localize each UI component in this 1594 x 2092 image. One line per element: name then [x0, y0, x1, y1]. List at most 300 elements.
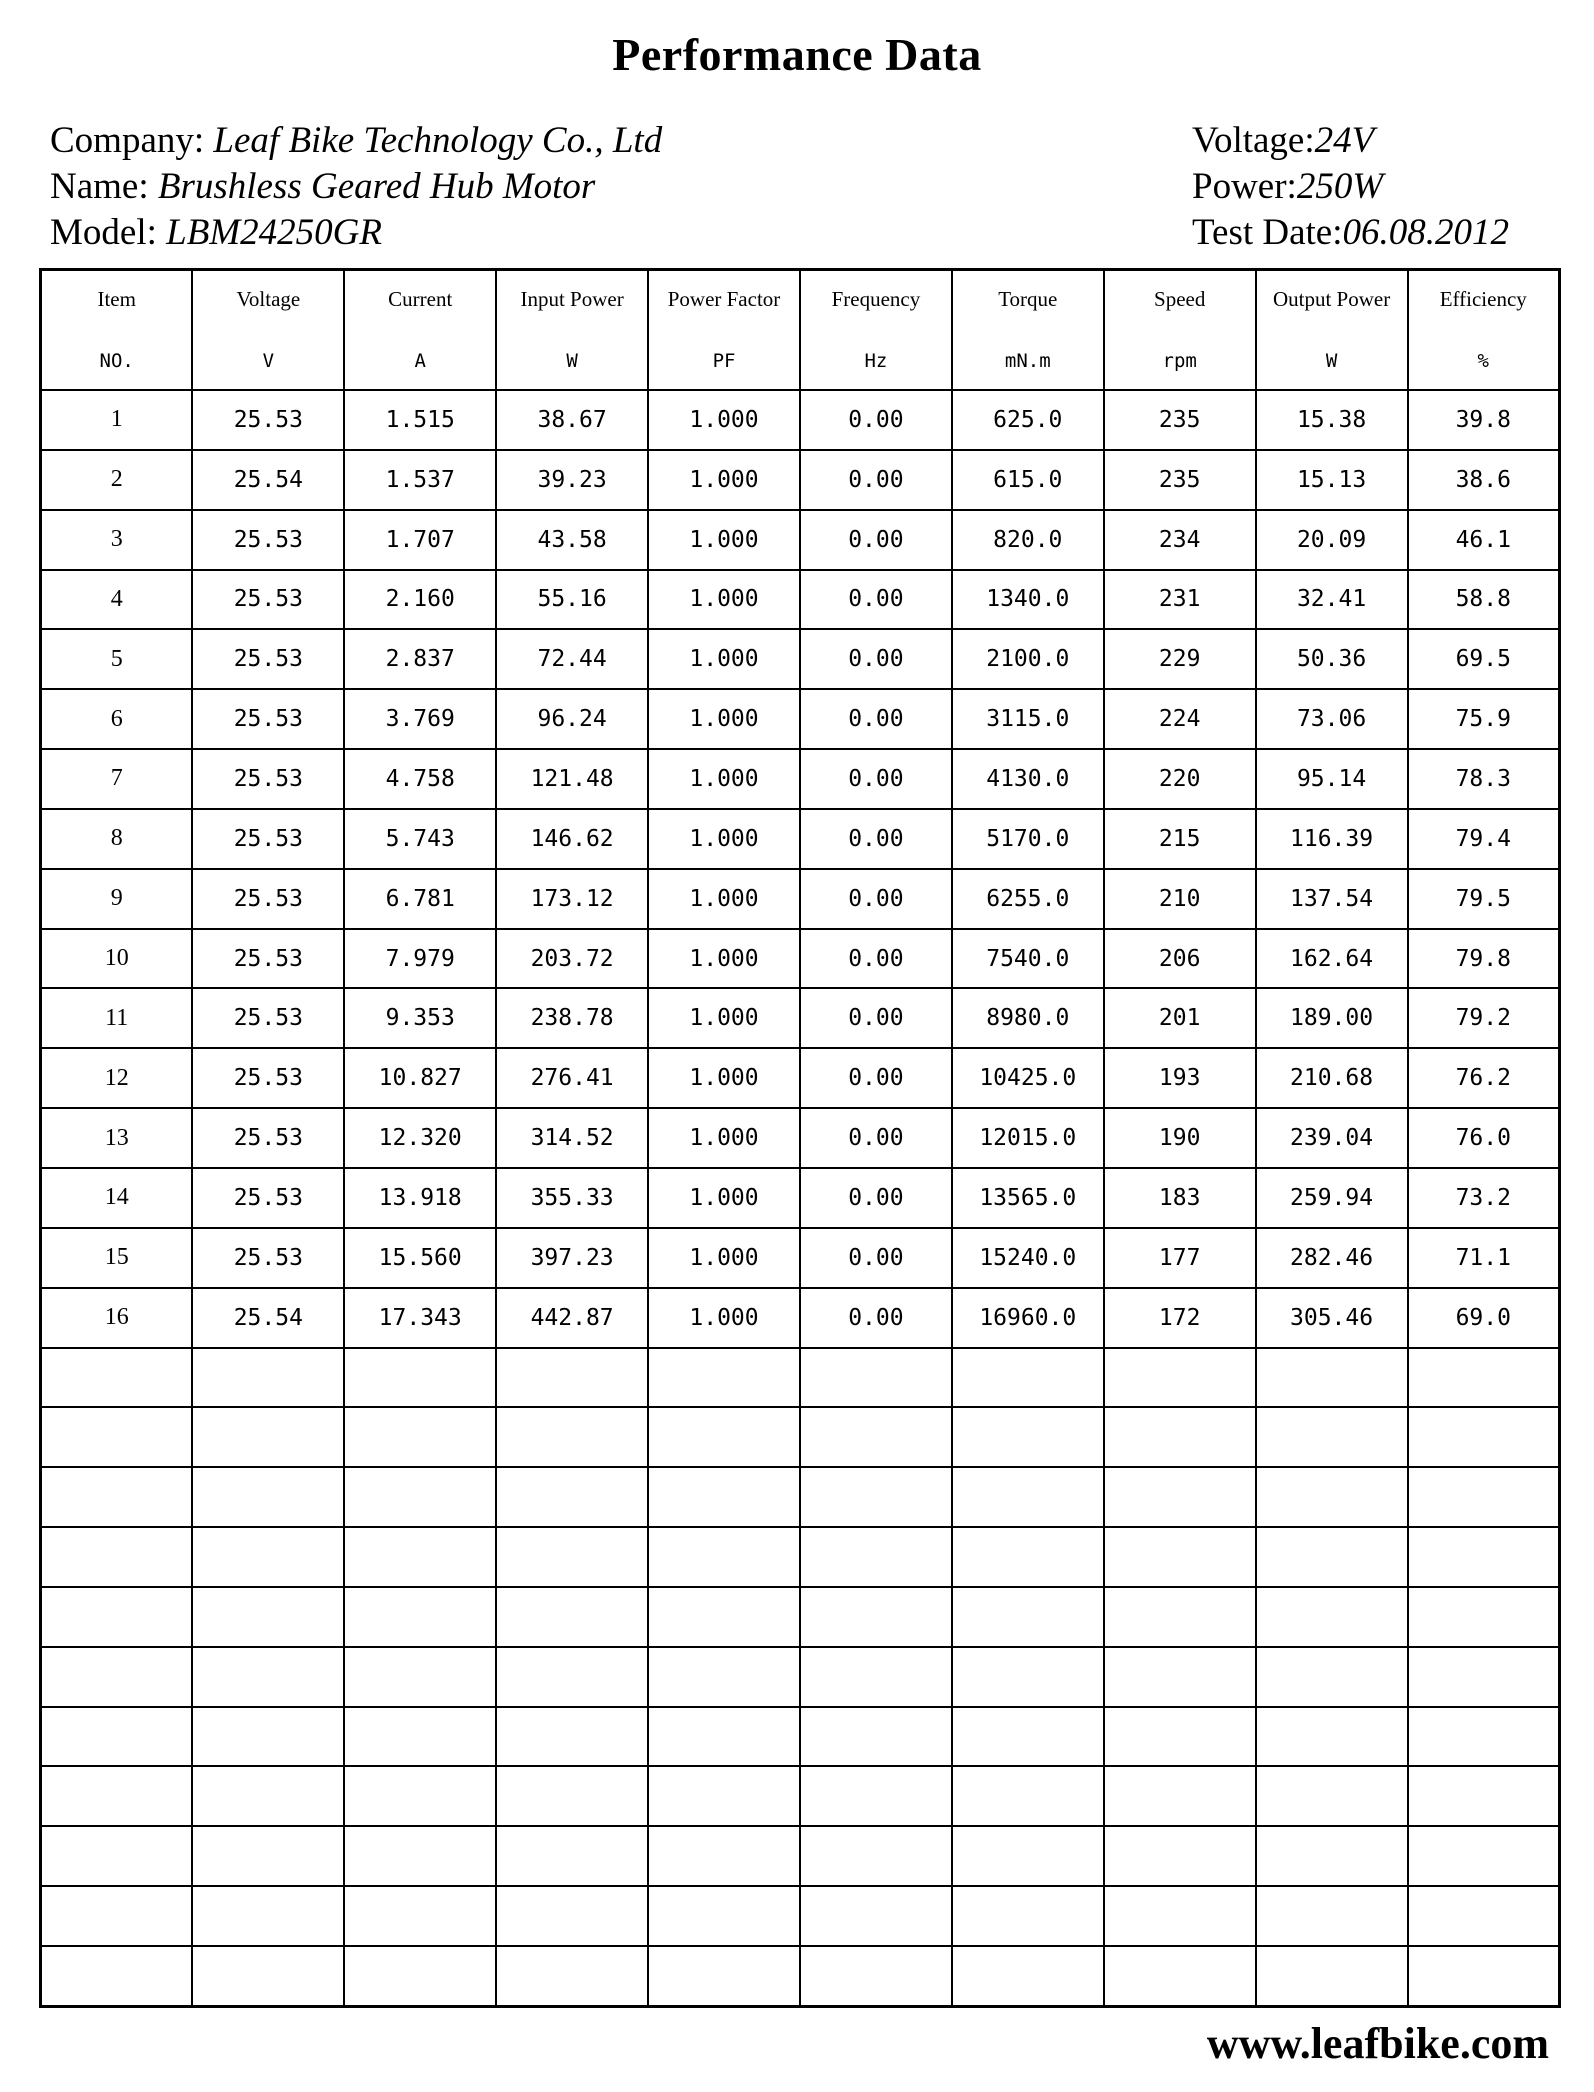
table-cell [496, 1886, 648, 1946]
table-cell [1408, 1707, 1560, 1767]
table-cell [800, 1467, 952, 1527]
table-cell: 39.8 [1408, 390, 1560, 450]
table-cell: 76.0 [1408, 1108, 1560, 1168]
table-cell [800, 1766, 952, 1826]
table-cell [192, 1587, 344, 1647]
table-cell [952, 1348, 1104, 1408]
table-cell: 0.00 [800, 390, 952, 450]
table-cell: 9.353 [344, 988, 496, 1048]
table-cell: 235 [1104, 390, 1256, 450]
table-row [41, 1826, 1560, 1886]
table-cell: 6.781 [344, 869, 496, 929]
header-cell [1256, 270, 1408, 391]
table-cell: 2 [41, 450, 193, 510]
header-cell [192, 270, 344, 391]
table-cell: 1.000 [648, 390, 800, 450]
header-unit: NO. [99, 350, 134, 372]
name-label: Name: [50, 166, 158, 207]
table-cell: 58.8 [1408, 570, 1560, 630]
table-cell: 7.979 [344, 929, 496, 989]
table-cell [1104, 1587, 1256, 1647]
table-cell [648, 1467, 800, 1527]
table-cell: 276.41 [496, 1048, 648, 1108]
header-cell [1104, 270, 1256, 391]
table-cell: 79.2 [1408, 988, 1560, 1048]
table-cell [952, 1587, 1104, 1647]
table-cell [496, 1467, 648, 1527]
name-value: Brushless Geared Hub Motor [157, 166, 596, 207]
table-cell [1104, 1527, 1256, 1587]
table-cell: 15.38 [1256, 390, 1408, 450]
table-cell: 12 [41, 1048, 193, 1108]
table-cell: 11 [41, 988, 193, 1048]
table-cell [1408, 1407, 1560, 1467]
table-cell [192, 1826, 344, 1886]
table-cell: 25.53 [192, 510, 344, 570]
table-cell: 12015.0 [952, 1108, 1104, 1168]
table-cell: 7540.0 [952, 929, 1104, 989]
table-cell: 0.00 [800, 450, 952, 510]
table-cell: 78.3 [1408, 749, 1560, 809]
table-cell [344, 1527, 496, 1587]
table-cell: 8980.0 [952, 988, 1104, 1048]
table-cell: 314.52 [496, 1108, 648, 1168]
table-cell [1408, 1348, 1560, 1408]
table-row [41, 749, 1560, 809]
table-cell: 79.4 [1408, 809, 1560, 869]
table-cell [1256, 1826, 1408, 1886]
header-cell [344, 270, 496, 391]
table-cell: 79.8 [1408, 929, 1560, 989]
power-line [1192, 164, 1509, 210]
table-cell [1256, 1348, 1408, 1408]
header-unit: rpm [1162, 350, 1197, 372]
table-cell [800, 1886, 952, 1946]
table-cell: 1.000 [648, 988, 800, 1048]
table-cell [344, 1946, 496, 2007]
table-cell [952, 1467, 1104, 1527]
table-cell [41, 1348, 193, 1408]
date-label: Test Date: [1192, 212, 1343, 253]
table-cell: 0.00 [800, 988, 952, 1048]
table-cell: 25.53 [192, 1228, 344, 1288]
table-cell [800, 1527, 952, 1587]
table-cell [1408, 1886, 1560, 1946]
table-cell: 25.53 [192, 570, 344, 630]
table-cell [952, 1707, 1104, 1767]
table-cell: 76.2 [1408, 1048, 1560, 1108]
table-cell: 0.00 [800, 689, 952, 749]
table-cell: 25.53 [192, 749, 344, 809]
table-cell: 25.54 [192, 1288, 344, 1348]
table-cell: 0.00 [800, 749, 952, 809]
table-cell [1408, 1826, 1560, 1886]
table-cell: 72.44 [496, 629, 648, 689]
table-cell: 3115.0 [952, 689, 1104, 749]
table-cell: 7 [41, 749, 193, 809]
table-cell [1256, 1766, 1408, 1826]
table-cell: 215 [1104, 809, 1256, 869]
table-cell: 193 [1104, 1048, 1256, 1108]
table-cell: 210.68 [1256, 1048, 1408, 1108]
table-cell [496, 1707, 648, 1767]
table-cell: 121.48 [496, 749, 648, 809]
table-cell: 25.53 [192, 929, 344, 989]
table-row [41, 869, 1560, 929]
table-cell: 1.000 [648, 869, 800, 929]
table-cell: 46.1 [1408, 510, 1560, 570]
table-cell [1408, 1527, 1560, 1587]
header-cell [648, 270, 800, 391]
table-cell [192, 1348, 344, 1408]
table-cell: 15.13 [1256, 450, 1408, 510]
table-cell: 820.0 [952, 510, 1104, 570]
table-cell [648, 1826, 800, 1886]
table-cell [952, 1946, 1104, 2007]
table-cell: 55.16 [496, 570, 648, 630]
table-cell: 239.04 [1256, 1108, 1408, 1168]
voltage-line [1192, 118, 1509, 164]
table-cell: 0.00 [800, 570, 952, 630]
table-cell: 43.58 [496, 510, 648, 570]
table-row [41, 929, 1560, 989]
header-label: Input Power [520, 287, 624, 311]
company-value: Leaf Bike Technology Co., Ltd [213, 120, 663, 161]
header-label: Frequency [831, 287, 921, 311]
table-cell: 1.000 [648, 629, 800, 689]
voltage-value: 24V [1314, 120, 1375, 161]
table-cell: 116.39 [1256, 809, 1408, 869]
table-cell [648, 1348, 800, 1408]
table-cell: 1.000 [648, 1048, 800, 1108]
header-label: Efficiency [1439, 287, 1527, 311]
table-cell [800, 1826, 952, 1886]
table-cell [192, 1886, 344, 1946]
table-cell [41, 1826, 193, 1886]
table-cell: 442.87 [496, 1288, 648, 1348]
table-cell: 10 [41, 929, 193, 989]
table-row [41, 1587, 1560, 1647]
test-info [1192, 118, 1509, 256]
table-row [41, 988, 1560, 1048]
table-cell: 1.000 [648, 929, 800, 989]
table-cell [41, 1587, 193, 1647]
table-cell [1104, 1647, 1256, 1707]
table-cell: 224 [1104, 689, 1256, 749]
table-cell: 13565.0 [952, 1168, 1104, 1228]
table-cell [952, 1886, 1104, 1946]
table-cell [496, 1587, 648, 1647]
table-cell: 1.537 [344, 450, 496, 510]
table-cell [192, 1766, 344, 1826]
table-cell [1104, 1826, 1256, 1886]
company-line [50, 118, 662, 164]
table-cell [952, 1826, 1104, 1886]
table-row [41, 1168, 1560, 1228]
table-cell [1104, 1348, 1256, 1408]
table-cell: 0.00 [800, 1108, 952, 1168]
table-cell [41, 1946, 193, 2007]
header-label: Voltage [236, 287, 301, 311]
table-row [41, 510, 1560, 570]
table-cell [1256, 1946, 1408, 2007]
table-cell [648, 1766, 800, 1826]
table-cell: 162.64 [1256, 929, 1408, 989]
table-row [41, 1946, 1560, 2007]
header-cell [952, 270, 1104, 391]
table-cell: 0.00 [800, 1288, 952, 1348]
table-cell [344, 1407, 496, 1467]
table-cell [496, 1826, 648, 1886]
table-row [41, 570, 1560, 630]
company-label: Company: [50, 120, 214, 161]
table-cell [952, 1766, 1104, 1826]
performance-table [39, 268, 1561, 2008]
table-cell [1256, 1707, 1408, 1767]
table-cell [1256, 1467, 1408, 1527]
table-cell [344, 1348, 496, 1408]
table-cell: 25.53 [192, 689, 344, 749]
header-cell [1408, 270, 1560, 391]
table-cell: 189.00 [1256, 988, 1408, 1048]
table-cell: 4130.0 [952, 749, 1104, 809]
table-cell: 1.000 [648, 689, 800, 749]
table-cell [800, 1707, 952, 1767]
table-cell: 355.33 [496, 1168, 648, 1228]
header-cell [800, 270, 952, 391]
table-cell [344, 1886, 496, 1946]
table-cell: 25.54 [192, 450, 344, 510]
table-cell: 203.72 [496, 929, 648, 989]
table-cell [648, 1886, 800, 1946]
table-cell: 79.5 [1408, 869, 1560, 929]
header-label: Power Factor [667, 287, 781, 311]
website-url: www.leafbike.com [1206, 2019, 1549, 2068]
table-cell: 25.53 [192, 390, 344, 450]
table-cell: 259.94 [1256, 1168, 1408, 1228]
table-cell: 305.46 [1256, 1288, 1408, 1348]
table-row [41, 1467, 1560, 1527]
table-cell: 1.000 [648, 1288, 800, 1348]
table-cell: 6 [41, 689, 193, 749]
table-cell: 13.918 [344, 1168, 496, 1228]
table-cell: 14 [41, 1168, 193, 1228]
table-cell: 20.09 [1256, 510, 1408, 570]
table-cell [1256, 1527, 1408, 1587]
table-cell: 0.00 [800, 1228, 952, 1288]
table-cell: 1.515 [344, 390, 496, 450]
table-cell [496, 1766, 648, 1826]
table-cell: 5 [41, 629, 193, 689]
table-cell: 206 [1104, 929, 1256, 989]
page-title: Performance Data [612, 29, 982, 80]
table-cell [952, 1647, 1104, 1707]
table-cell: 235 [1104, 450, 1256, 510]
table-cell: 95.14 [1256, 749, 1408, 809]
table-row [41, 1527, 1560, 1587]
table-cell: 1340.0 [952, 570, 1104, 630]
table-cell [1256, 1407, 1408, 1467]
table-cell [1104, 1946, 1256, 2007]
table-cell [344, 1826, 496, 1886]
table-cell: 10.827 [344, 1048, 496, 1108]
table-cell [648, 1647, 800, 1707]
table-cell: 32.41 [1256, 570, 1408, 630]
table-cell [800, 1946, 952, 2007]
table-cell [496, 1407, 648, 1467]
table-cell: 625.0 [952, 390, 1104, 450]
table-cell [952, 1407, 1104, 1467]
table-cell [648, 1407, 800, 1467]
header-label: Speed [1154, 287, 1206, 311]
header-unit: W [566, 350, 578, 372]
table-cell [344, 1707, 496, 1767]
table-cell: 172 [1104, 1288, 1256, 1348]
table-cell: 282.46 [1256, 1228, 1408, 1288]
header-unit: W [1325, 350, 1338, 372]
table-cell: 39.23 [496, 450, 648, 510]
table-cell [192, 1407, 344, 1467]
table-row [41, 390, 1560, 450]
table-cell: 2.160 [344, 570, 496, 630]
table-cell: 73.06 [1256, 689, 1408, 749]
table-row [41, 809, 1560, 869]
table-cell: 25.53 [192, 869, 344, 929]
table-cell: 1 [41, 390, 193, 450]
table-cell: 10425.0 [952, 1048, 1104, 1108]
table-cell: 9 [41, 869, 193, 929]
table-cell [648, 1707, 800, 1767]
header-cell [41, 270, 193, 391]
table-cell: 25.53 [192, 629, 344, 689]
table-row [41, 1886, 1560, 1946]
table-cell: 4 [41, 570, 193, 630]
table-cell: 177 [1104, 1228, 1256, 1288]
header-row [41, 270, 1560, 391]
table-cell: 231 [1104, 570, 1256, 630]
table-row [41, 1288, 1560, 1348]
table-cell: 234 [1104, 510, 1256, 570]
table-cell [192, 1527, 344, 1587]
table-cell [648, 1946, 800, 2007]
table-cell: 190 [1104, 1108, 1256, 1168]
table-cell: 146.62 [496, 809, 648, 869]
table-cell: 1.000 [648, 450, 800, 510]
table-cell: 0.00 [800, 809, 952, 869]
table-cell: 0.00 [800, 1168, 952, 1228]
table-cell: 173.12 [496, 869, 648, 929]
table-cell [800, 1587, 952, 1647]
voltage-label: Voltage: [1192, 120, 1315, 161]
table-cell [1104, 1707, 1256, 1767]
date-value: 06.08.2012 [1342, 212, 1509, 253]
table-cell [496, 1348, 648, 1408]
table-cell [1104, 1766, 1256, 1826]
header-label: Current [388, 287, 453, 311]
table-row [41, 689, 1560, 749]
table-cell [1104, 1407, 1256, 1467]
model-label: Model: [50, 212, 167, 253]
table-cell: 615.0 [952, 450, 1104, 510]
table-cell: 220 [1104, 749, 1256, 809]
table-cell: 4.758 [344, 749, 496, 809]
table-cell: 69.5 [1408, 629, 1560, 689]
table-cell: 12.320 [344, 1108, 496, 1168]
table-cell: 8 [41, 809, 193, 869]
table-cell [1256, 1587, 1408, 1647]
table-cell: 2100.0 [952, 629, 1104, 689]
table-cell [344, 1587, 496, 1647]
table-cell: 38.6 [1408, 450, 1560, 510]
table-cell [1256, 1886, 1408, 1946]
table-cell [1408, 1766, 1560, 1826]
table-cell [1408, 1647, 1560, 1707]
model-value: LBM24250GR [166, 212, 382, 253]
table-row [41, 1407, 1560, 1467]
table-cell [1408, 1587, 1560, 1647]
header-unit: A [414, 350, 426, 372]
table-row [41, 1647, 1560, 1707]
table-cell [496, 1527, 648, 1587]
table-cell: 5170.0 [952, 809, 1104, 869]
table-body [41, 390, 1560, 2007]
table-cell: 15240.0 [952, 1228, 1104, 1288]
header-label: Output Power [1272, 287, 1391, 311]
table-row [41, 629, 1560, 689]
table-row [41, 1348, 1560, 1408]
table-cell: 1.000 [648, 510, 800, 570]
table-cell: 6255.0 [952, 869, 1104, 929]
table-row [41, 1228, 1560, 1288]
header-unit: mN.m [1004, 350, 1051, 372]
table-cell: 69.0 [1408, 1288, 1560, 1348]
table-cell: 50.36 [1256, 629, 1408, 689]
table-cell [1104, 1886, 1256, 1946]
table-row [41, 1707, 1560, 1767]
table-row [41, 450, 1560, 510]
table-cell [41, 1707, 193, 1767]
table-cell: 1.000 [648, 1168, 800, 1228]
table-cell [41, 1527, 193, 1587]
table-cell: 13 [41, 1108, 193, 1168]
table-cell: 16960.0 [952, 1288, 1104, 1348]
header-label: Item [97, 287, 136, 311]
table-cell: 210 [1104, 869, 1256, 929]
table-row [41, 1048, 1560, 1108]
table-cell: 38.67 [496, 390, 648, 450]
table-cell [344, 1647, 496, 1707]
table-cell [1408, 1467, 1560, 1527]
table-cell [344, 1467, 496, 1527]
table-cell [800, 1407, 952, 1467]
table-cell [41, 1407, 193, 1467]
table-cell: 3 [41, 510, 193, 570]
table-cell: 15 [41, 1228, 193, 1288]
table-cell: 15.560 [344, 1228, 496, 1288]
table-cell: 137.54 [1256, 869, 1408, 929]
header-unit: PF [712, 350, 736, 372]
table-cell: 1.000 [648, 809, 800, 869]
table-cell [41, 1886, 193, 1946]
table-cell: 0.00 [800, 929, 952, 989]
table-cell [41, 1647, 193, 1707]
table-cell: 238.78 [496, 988, 648, 1048]
header-unit: Hz [864, 350, 888, 372]
table-cell [1104, 1467, 1256, 1527]
table-cell [192, 1467, 344, 1527]
date-line [1192, 210, 1509, 256]
name-line [50, 164, 662, 210]
